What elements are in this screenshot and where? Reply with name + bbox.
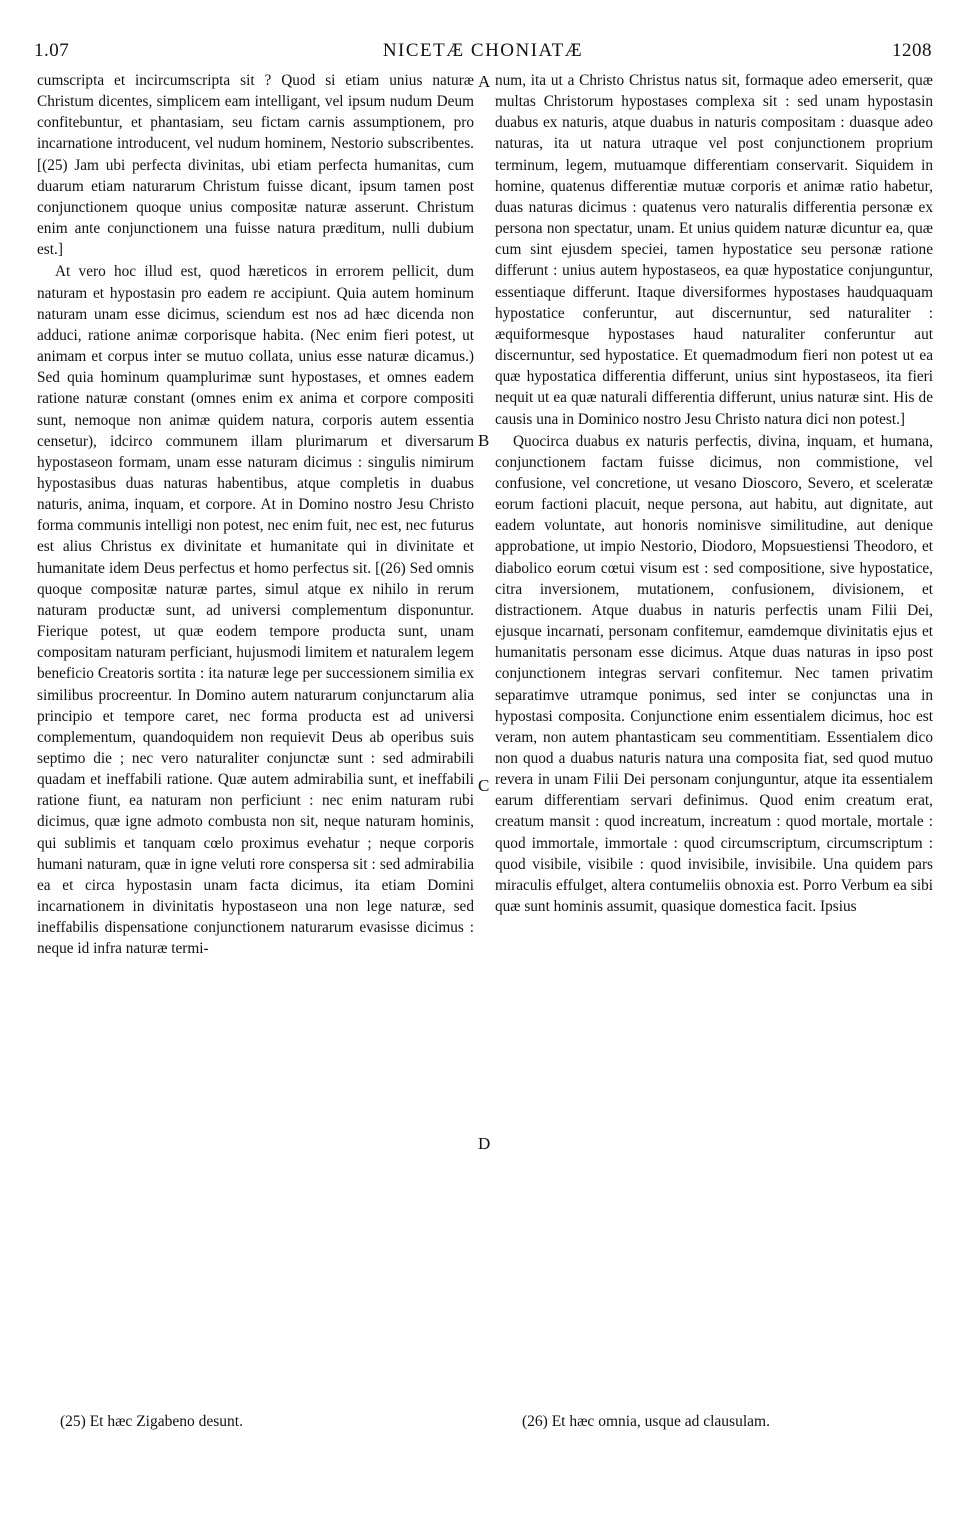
margin-marker-a: A bbox=[478, 72, 491, 91]
left-column bbox=[37, 70, 474, 960]
margin-marker-c: C bbox=[478, 776, 490, 795]
left-paragraph-1: cumscripta et incircumscripta sit ? Quod si etiam unius naturæ Christum dicentes, simplicem eam intelligant, vel ipsum nudum Deum confitebuntur, et phantasiam, seu fictam carnis assumptionem, pro incarnatione introducent, vel nudum hominem, Nestorio subscribentes. [(25) Jam ubi perfecta divinitas, ubi etiam perfecta humanitas, cum duarum etiam naturarum Christum fuisse dicant, ipsum tamen post conjunctionem quoque unius compositæ naturæ asserunt. Christum enim ante conjunctionem una fuisse natura præditum, nulli dubium est.] bbox=[37, 72, 474, 259]
margin-marker-d: D bbox=[478, 1134, 491, 1153]
right-paragraph-2: Quocirca duabus ex naturis perfectis, divina, inquam, et humana, conjunctionem factam fuisse dicimus, non commistione, vel confusione, vel concretione, ut vesano Dioscoro, Severo, et sceleratæ eorum factioni placuit, neque persona, aut habitu, aut dignitate, aut eadem voluntate, aut honoris nominisve similitudine, aut denique approbatione, ut impio Nestorio, Diodoro, Mopsuestiensi Theodoro, et diabolico eorum cœtui visum est : sed compositione, sive hypostatice, citra inversionem, mutationem, confusionem, divisionem, et distractionem. Atque duabus in naturis perfectis unam Filii Dei, ejusque incarnati, personam confitemur, eamdemque divinitatis ejus et humanitatis personam esse dicimus. Atque duas naturas in ipso post conjunctionem integras servari confitemur. Nec tamen privatim separatimve utramque ponimus, sed inter se conjunctas una in hypostasi composita. Conjunctione enim essentialem dicimus, hoc est veram, non autem phantasticam seu commentitiam. Essentialem dico non quod a duabus naturis natura una composita fiat, sed quod mutuo revera in unam Filii Dei personam conjunguntur, atque ita essentialem earum differentiam servari definimus. Quod enim creatum erat, creatum mansit : quod increatum, increatum : quod mortale, mortale : quod immortale, immortale : quod circumscriptum, circumscriptum : quod visibile, visibile : quod invisibile, invisibile. Una quidem pars miraculis effulget, altera contumeliis obnoxia est. Porro Verbum ea sibi quæ sunt hominis assumit, quasique domestica facit. Ipsius bbox=[495, 432, 933, 916]
right-paragraph-1: num, ita ut a Christo Christus natus sit, formaque adeo emerserit, quæ multas Christorum hypostases complexa sit : sed unam hypostasin duabus ex naturis, atque duabus in naturis compositam : duasque adeo naturas, ita ut natura utraque vel post conjunctionem proprium terminum, legem, mutuamque differentiam conservarit. Siquidem in homine, quatenus differentiæ mutuæ corporis et animæ ratio habetur, duas naturas dicimus : quatenus vero naturalis differentia personæ ex persona non spectatur, unam. Et unius quidem naturæ dicuntur ea, quæ cum sint ejusdem speciei, tamen hypostatice seu personæ ratione differunt : unius autem hypostaseos, ea quæ hypostatice conjunguntur, essentiaque differunt. Itaque diversiformes hypostases haudquaquam hypostatice conferuntur, aut discernuntur, sed naturaliter : æquiformesque hypostases haud naturaliter conferuntur aut discernuntur, sed hypostatice. Et quemadmodum fieri non potest ut ea quæ hypostatica differentia differunt, unius sint hypostaseos, ita fieri nequit ut ea quæ naturali differentia differunt, unius naturæ sint. His de causis una in Dominico nostro Jesu Christo natura dici non potest.] bbox=[495, 72, 933, 428]
page-header bbox=[34, 40, 932, 66]
margin-marker-b: B bbox=[478, 431, 490, 450]
right-column bbox=[495, 70, 933, 917]
column-number-right: 1208 bbox=[892, 40, 932, 61]
footnote-26: (26) Et hæc omnia, usque ad clausulam. bbox=[522, 1413, 770, 1430]
running-title: NICETÆ CHONIATÆ bbox=[382, 40, 584, 61]
footnote-25: (25) Et hæc Zigabeno desunt. bbox=[60, 1413, 243, 1430]
left-paragraph-2: At vero hoc illud est, quod hæreticos in errorem pellicit, dum naturam et hypostasin pro eadem re accipiunt. Quia autem hominum naturam unam esse dicimus, sciendum est nos ad hæc dicenda non adduci, ratione animæ corporisque habita. (Nec enim fieri potest, ut animam et corpus inter se mutuo collata, unius esse naturæ dicamus.) Sed quia hominum quamplurimæ sunt hypostases, et omnes eadem ratione naturæ constant (omnes enim ex anima et corpore compositi sunt, nemoque non animæ quidem natura, corporis autem essentia censetur), idcirco communem illam plurimarum et diversarum hypostaseon formam, unam esse naturam dicimus : singulis nimirum hypostasibus duas naturas habentibus, atque completis in duabus naturis, anima, inquam, et corpore. At in Domino nostro Jesu Christo forma communis intelligi non potest, nec enim fuit, nec est, nec futurus est alius Christus ex divinitate et humanitate qui in divinitate et humanitate idem Deus perfectus et homo perfectus sit. [(26) Sed omnis quoque compositæ naturæ partes, simul atque ex nihilo in rerum naturam productæ sunt, ad universi complementum disponuntur. Fierique potest, ut quæ eodem tempore producta sunt, unam compositam naturam perficiant, hujusmodi limitem et naturalem legem beneficio Creatoris sortita : ita naturæ lege per successionem similia ex similibus procreentur. In Domino autem naturarum conjunctarum alia principio et tempore caret, nec forma producta est ad universi complementum, quandoquidem non requievit Deus ab operibus suis septimo die ; nec vero naturaliter conjunctæ sunt : sed admirabili quadam et ineffabili ratione. Quæ autem admirabilia sunt, et ineffabili ratione fiunt, ea naturam non perficiunt : nec enim naturam rubi dicimus, quæ igne admoto combusta non sit, neque naturam hominis, qui sublimis et tanquam cœlo proximus evehatur ; neque corporis humani naturam, quæ in igne veluti rore conspersa sit : sed admirabilia ea et circa hypostasin unam facta dicimus, ita etiam Domini incarnationem in divinitatis hypostaseon una non lege naturæ, sed ineffabilis dispensatione conjunctionem naturarum evasisse dicimus : neque id infra naturæ termi- bbox=[37, 263, 474, 958]
column-number-left: 1.07 bbox=[34, 40, 70, 61]
